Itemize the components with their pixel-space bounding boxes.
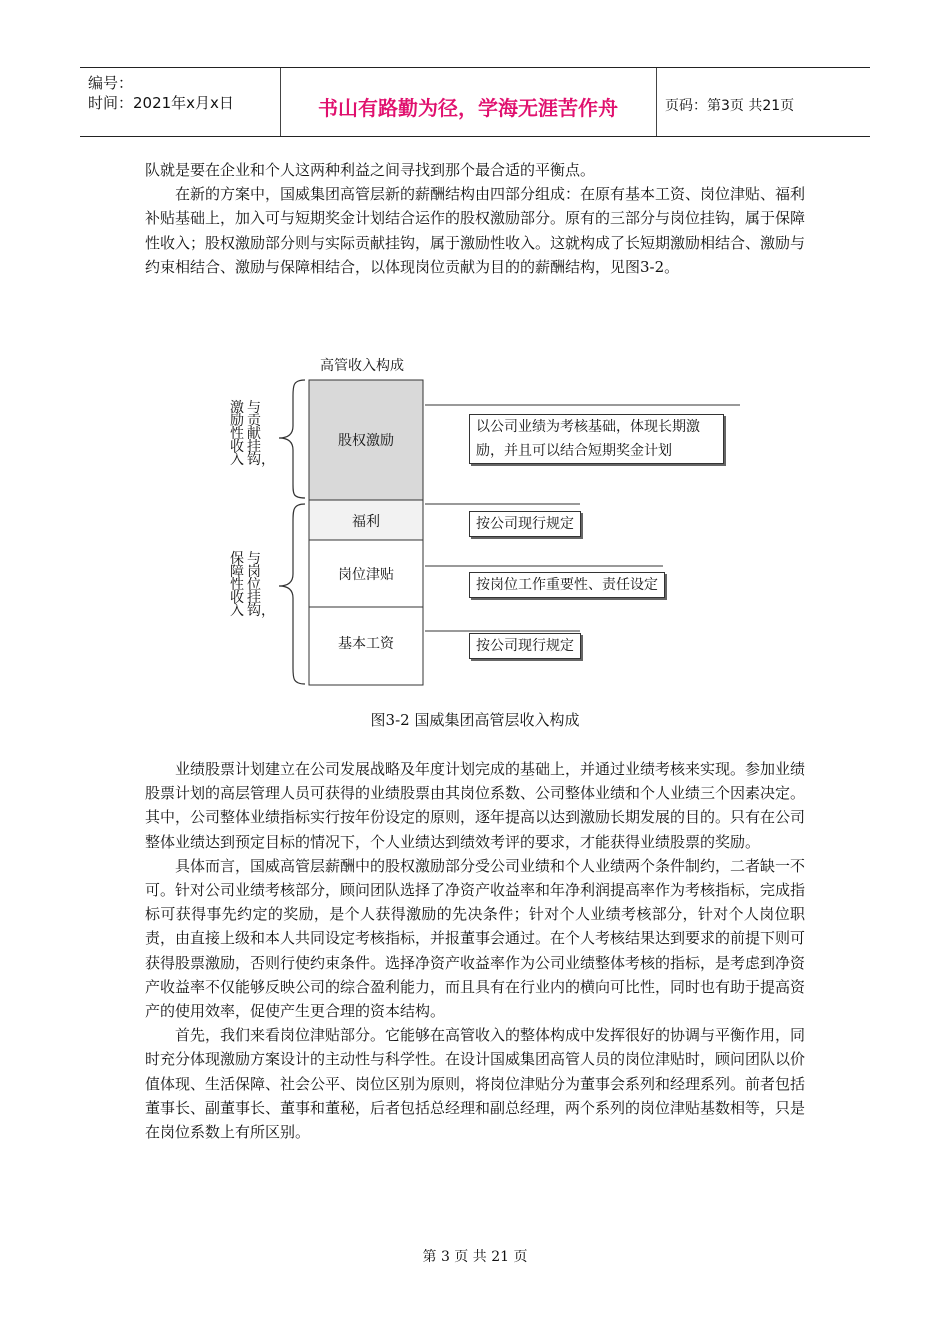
allowance-note-box: 按岗位工作重要性、责任设定	[469, 572, 665, 598]
header-page-info: 页码：第3页 共21页	[665, 98, 795, 114]
paragraph-3: 业绩股票计划建立在公司发展战略及年度计划完成的基础上，并通过业绩考核来实现。参加业绩股票计划的高层管理人员可获得的业绩股票由其岗位系数、公司整体业绩和个人业绩三个因素决定。其中，公司整体业绩指标实行按年份设定的原则，逐年提高以达到激励长期发展的目的。只有在公司整体业绩达到预定目标的情况下，个人业绩达到绩效考评的要求，才能获得业绩股票的奖励。	[145, 760, 806, 851]
security-label-a: 与岗位挂钩，	[247, 551, 275, 619]
base-block-label: 基本工资	[338, 636, 394, 652]
paragraph-5: 首先，我们来看岗位津贴部分。它能够在高管收入的整体构成中发挥很好的协调与平衡作用，同时充分体现激励方案设计的主动性与科学性。在设计国威集团高管人员的岗位津贴时，顾问团队以价值体现、生活保障、社会公平、岗位区别为原则，将岗位津贴分为董事会系列和经理系列。前者包括董事长、副董事长、董事和董秘，后者包括总经理和副总经理，两个系列的岗位津贴基数相等，只是在岗位系数上有所区别。	[145, 1026, 806, 1142]
security-brace	[279, 504, 305, 684]
incentive-label-a: 与贡献挂钩，	[247, 400, 275, 468]
equity-note-line-1: 以公司业绩为考核基础，体现长期激	[476, 419, 700, 435]
welfare-note-box: 按公司现行规定	[469, 511, 581, 537]
equity-note-box	[469, 414, 724, 464]
diagram-title: 高管收入构成	[320, 358, 404, 374]
welfare-block-label: 福利	[352, 514, 380, 530]
incentive-brace	[279, 380, 305, 498]
equity-block-label: 股权激励	[338, 433, 394, 449]
base-note-box: 按公司现行规定	[469, 633, 581, 659]
paragraph-2: 在新的方案中，国威集团高管层新的薪酬结构由四部分组成：在原有基本工资、岗位津贴、福利补贴基础上，加入可与短期奖金计划结合运作的股权激励部分。原有的三部分与岗位挂钩，属于保障性收入；股权激励部分则与实际贡献挂钩，属于激励性收入。这就构成了长短期激励相结合、激励与约束相结合、激励与保障相结合，以体现岗位贡献为目的的薪酬结构，见图3-2。	[145, 185, 806, 276]
incentive-label-b: 激励性收入	[230, 400, 244, 468]
allowance-block-label: 岗位津贴	[338, 567, 394, 583]
paragraph-4: 具体而言，国威高管层薪酬中的股权激励部分受公司业绩和个人业绩两个条件制约，二者缺一不可。针对公司业绩考核部分，顾问团队选择了净资产收益率和年净利润提高率作为考核指标，完成指标可获得事先约定的奖励，是个人获得激励的先决条件；针对个人业绩考核部分，针对个人岗位职责，由直接上级和本人共同设定考核指标，并报董事会通过。在个人考核结果达到要求的前提下则可获得股票激励，否则行使约束条件。选择净资产收益率作为公司业绩整体考核的指标，是考虑到净资产收益率不仅能够反映公司的综合盈利能力，而且具有在行业内的横向可比性，同时也有助于提高资产的使用效率，促使产生更合理的资本结构。	[145, 856, 806, 1021]
figure-caption: 图3-2 国威集团高管层收入构成	[370, 711, 580, 729]
document-time-label: 时间：2021年x月x日	[88, 94, 234, 112]
paragraph-1: 队就是要在企业和个人这两种利益之间寻找到那个最合适的平衡点。	[145, 161, 596, 179]
equity-note-line-2: 励，并且可以结合短期奖金计划	[476, 443, 672, 459]
document-number-label: 编号：	[88, 74, 134, 92]
page-footer: 第 3 页 共 21 页	[422, 1249, 528, 1265]
header-motto: 书山有路勤为径，学海无涯苦作舟	[318, 96, 618, 120]
security-label-b: 保障性收入	[230, 551, 244, 619]
text-block-bottom	[145, 757, 805, 1144]
